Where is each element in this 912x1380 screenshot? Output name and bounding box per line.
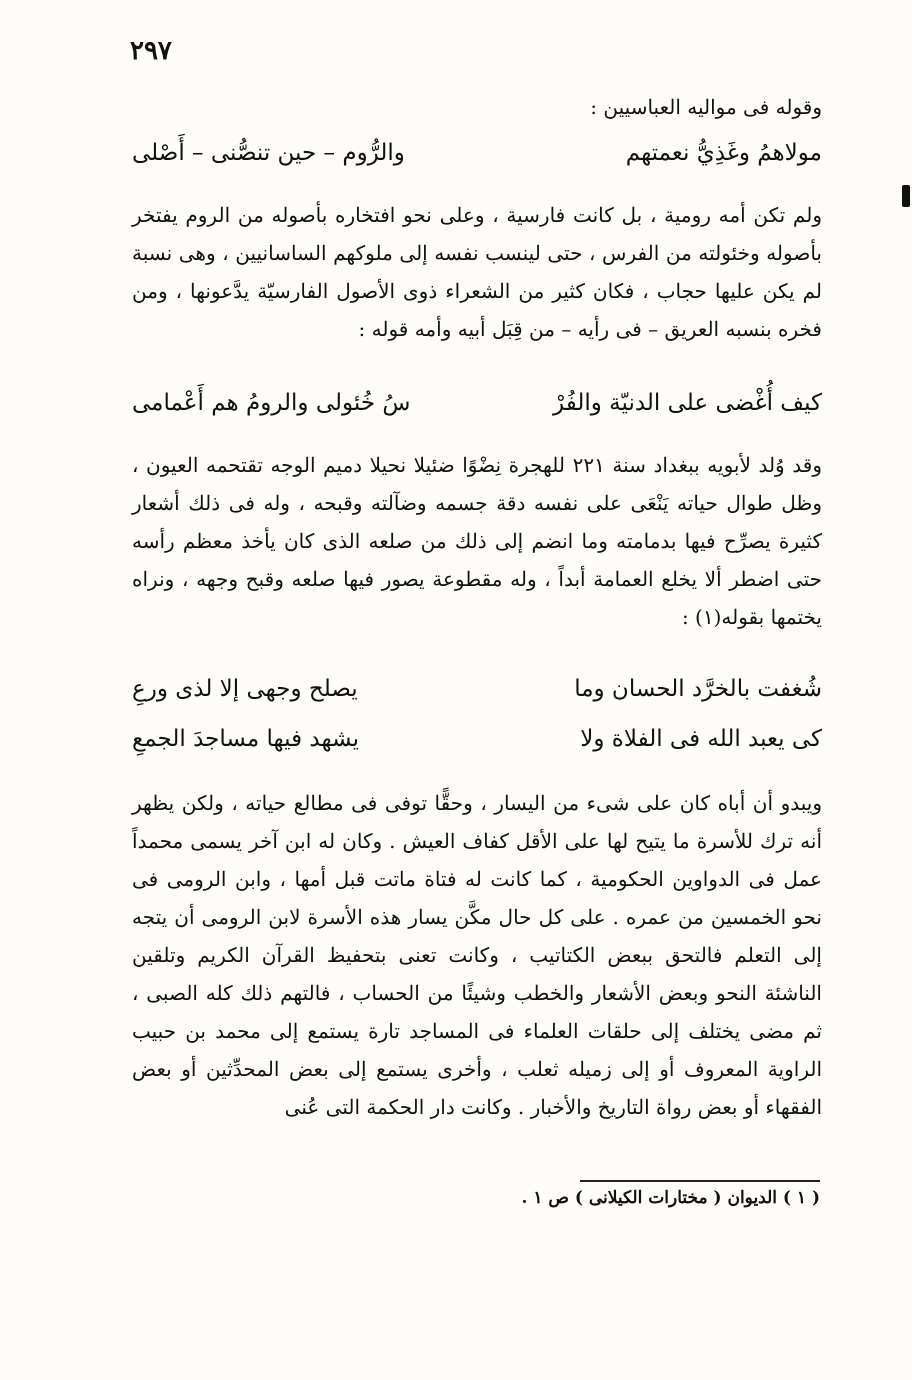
page-number: ٢٩٧ bbox=[130, 36, 172, 66]
footnote-rule bbox=[580, 1180, 820, 1182]
intro-line: وقوله فى مواليه العباسيين : bbox=[590, 95, 822, 119]
verse-3-line-2 bbox=[132, 726, 822, 752]
verse-1-first-hemistich: مولاهمُ وغَذِيُّ نعمتهم bbox=[625, 140, 822, 166]
verse-2 bbox=[132, 390, 822, 416]
verse-2-first-hemistich: كيف أُغْضى على الدنيّة والفُرْ bbox=[553, 390, 822, 416]
paragraph-1: ولم تكن أمه رومية ، بل كانت فارسية ، وعلى نحو افتخاره بأصوله من الروم يفتخر بأصوله وخئولته من الفرس ، حتى لينسب نفسه إلى ملوكهم الساسانيين ، وهى نسبة لم يكن عليها حجاب ، فكان كثير من الشعراء ذوى الأصول الفارسيّة يدَّعونها ، ومن فخره بنسبه العريق – فى رأيه – من قِبَل أبيه وأمه قوله : bbox=[132, 203, 822, 341]
verse-3-line-2-first: كى يعبد الله فى الفلاة ولا bbox=[580, 726, 822, 752]
margin-mark bbox=[902, 185, 910, 207]
paragraph-3: ويبدو أن أباه كان على شىء من اليسار ، وحقًّا توفى فى مطالع حياته ، ولكن يظهر أنه ترك للأسرة ما يتيح لها على الأقل كفاف العيش . وكان له ابن آخر يسمى محمداً عمل فى الدواوين الحكومية ، كما كانت له فتاة ماتت قبل أمها ، وابن الرومى فى نحو الخمسين من عمره . على كل حال مكَّن يسار هذه الأسرة لابن الرومى أن يتجه إلى التعلم فالتحق ببعض الكتاتيب ، وكانت تعنى بتحفيظ القرآن الكريم وتلقين الناشئة النحو وبعض الأشعار والخطب وشيئًا من الحساب ، فالتهم ذلك كله الصبى ، ثم مضى يختلف إلى حلقات العلماء فى المساجد تارة يستمع إلى محمد بن حبيب الراوية المعروف أو إلى زميله ثعلب ، وأخرى يستمع إلى بعض المحدِّثين أو بعض الفقهاء أو بعض رواة التاريخ والأخبار . وكانت دار الحكمة التى عُنى bbox=[132, 791, 822, 1119]
verse-3-line-1-second: يصلح وجهى إلا لذى ورعِ bbox=[132, 676, 358, 702]
verse-3-line-2-second: يشهد فيها مساجدَ الجمعِ bbox=[132, 726, 359, 752]
footnote: ( ١ ) الديوان ( مختارات الكيلانى ) ص ١ . bbox=[521, 1188, 820, 1208]
verse-1-second-hemistich: والرُّوم – حين تنصُّنى – أَصْلى bbox=[132, 140, 405, 166]
verse-1 bbox=[132, 140, 822, 166]
verse-3-line-1 bbox=[132, 676, 822, 702]
verse-3-line-1-first: شُغفت بالخرَّد الحسان وما bbox=[574, 676, 822, 702]
verse-2-second-hemistich: سُ خُئولى والرومُ هم أَعْمامى bbox=[132, 390, 411, 416]
paragraph-2: وقد وُلد لأبويه ببغداد سنة ٢٢١ للهجرة نِضْوًا ضئيلا نحيلا دميم الوجه تقتحمه العيون ، وظل طوال حياته يَنْعَى على نفسه دقة جسمه وضآلته وقبحه ، وله فى ذلك أشعار كثيرة يصرِّح فيها بدمامته وما انضم إلى ذلك من صلعه الذى كان يأخذ معظم رأسه حتى اضطر ألا يخلع العمامة أبداً ، وله مقطوعة يصور فيها صلعه وقبح وجهه ، ونراه يختمها بقوله(١) : bbox=[132, 453, 823, 629]
